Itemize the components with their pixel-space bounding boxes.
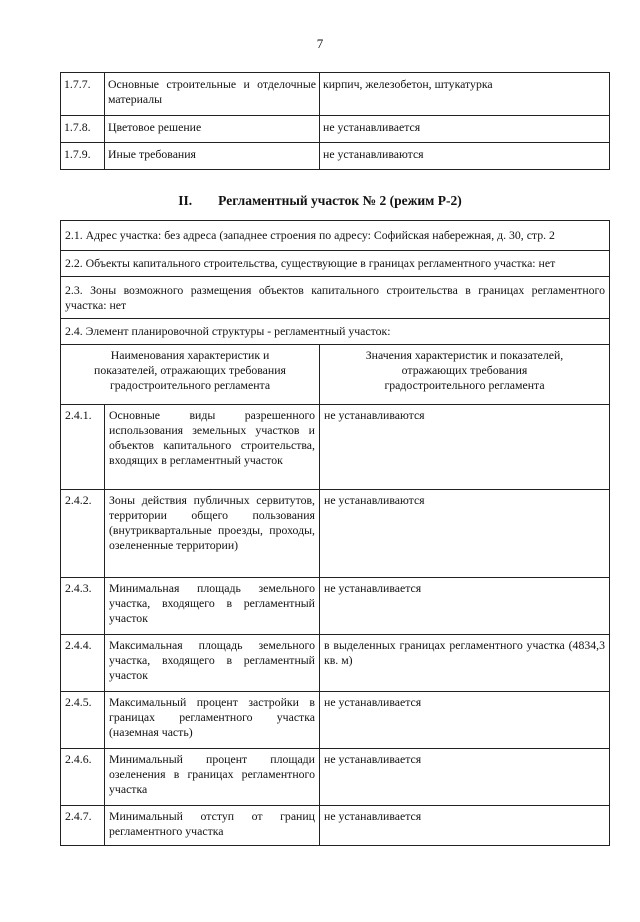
info-row xyxy=(61,251,610,277)
info-row xyxy=(61,221,610,251)
section-heading xyxy=(0,193,640,209)
row-value: не устанавливаются xyxy=(320,490,610,578)
row-value: не устанавливается xyxy=(320,749,610,806)
row-name: Максимальный процент застройки в границах регламентного участка (наземная часть) xyxy=(105,692,320,749)
row-number: 2.4.3. xyxy=(61,578,105,635)
section-title: Регламентный участок № 2 (режим Р-2) xyxy=(218,193,462,208)
row-name: Минимальный отступ от границ регламентного участка xyxy=(105,806,320,846)
info-zones: 2.3. Зоны возможного размещения объектов капитального строительства в границах регламентного участка: нет xyxy=(61,277,610,319)
row-name: Зоны действия публичных сервитутов, территории общего пользования (внутриквартальные проезды, проходы, озелененные территории) xyxy=(105,490,320,578)
row-number: 2.4.7. xyxy=(61,806,105,846)
info-objects: 2.2. Объекты капитального строительства, существующие в границах регламентного участка: нет xyxy=(61,251,610,277)
row-name: Иные требования xyxy=(105,143,320,170)
row-value: не устанавливаются xyxy=(320,405,610,490)
row-number: 2.4.5. xyxy=(61,692,105,749)
row-name: Минимальная площадь земельного участка, входящего в регламентный участок xyxy=(105,578,320,635)
info-row xyxy=(61,277,610,319)
row-value: не устанавливается xyxy=(320,806,610,846)
header-left: Наименования характеристик и показателей, отражающих требования градостроительного регламента xyxy=(61,345,320,405)
table-row xyxy=(61,635,610,692)
row-number: 2.4.4. xyxy=(61,635,105,692)
row-value: в выделенных границах регламентного участка (4834,3 кв. м) xyxy=(320,635,610,692)
row-number: 1.7.8. xyxy=(61,116,105,143)
row-number: 2.4.1. xyxy=(61,405,105,490)
header-right: Значения характеристик и показателей, отражающих требования градостроительного регламента xyxy=(320,345,610,405)
table-row xyxy=(61,578,610,635)
table-row xyxy=(61,806,610,846)
row-name: Основные строительные и отделочные материалы xyxy=(105,73,320,116)
table-row xyxy=(61,116,610,143)
regulation-table xyxy=(60,220,610,846)
row-name: Основные виды разрешенного использования земельных участков и объектов капитального строительства, входящих в регламентный участок xyxy=(105,405,320,490)
table-row xyxy=(61,749,610,806)
row-number: 2.4.2. xyxy=(61,490,105,578)
row-value: не устанавливается xyxy=(320,116,610,143)
info-row xyxy=(61,319,610,345)
table-row xyxy=(61,73,610,116)
row-value: не устанавливаются xyxy=(320,143,610,170)
table-row xyxy=(61,143,610,170)
materials-table xyxy=(60,72,610,170)
section-number: II. xyxy=(178,193,193,208)
info-element: 2.4. Элемент планировочной структуры - регламентный участок: xyxy=(61,319,610,345)
row-number: 1.7.7. xyxy=(61,73,105,116)
table-row xyxy=(61,490,610,578)
info-address: 2.1. Адрес участка: без адреса (западнее строения по адресу: Софийская набережная, д. 30, стр. 2 xyxy=(61,221,610,251)
row-name: Цветовое решение xyxy=(105,116,320,143)
table-row xyxy=(61,405,610,490)
row-name: Максимальная площадь земельного участка, входящего в регламентный участок xyxy=(105,635,320,692)
header-row xyxy=(61,345,610,405)
row-value: не устанавливается xyxy=(320,692,610,749)
page-number: 7 xyxy=(316,36,324,51)
table-row xyxy=(61,692,610,749)
row-name: Минимальный процент площади озеленения в границах регламентного участка xyxy=(105,749,320,806)
row-value: не устанавливается xyxy=(320,578,610,635)
row-value: кирпич, железобетон, штукатурка xyxy=(320,73,610,116)
row-number: 1.7.9. xyxy=(61,143,105,170)
row-number: 2.4.6. xyxy=(61,749,105,806)
